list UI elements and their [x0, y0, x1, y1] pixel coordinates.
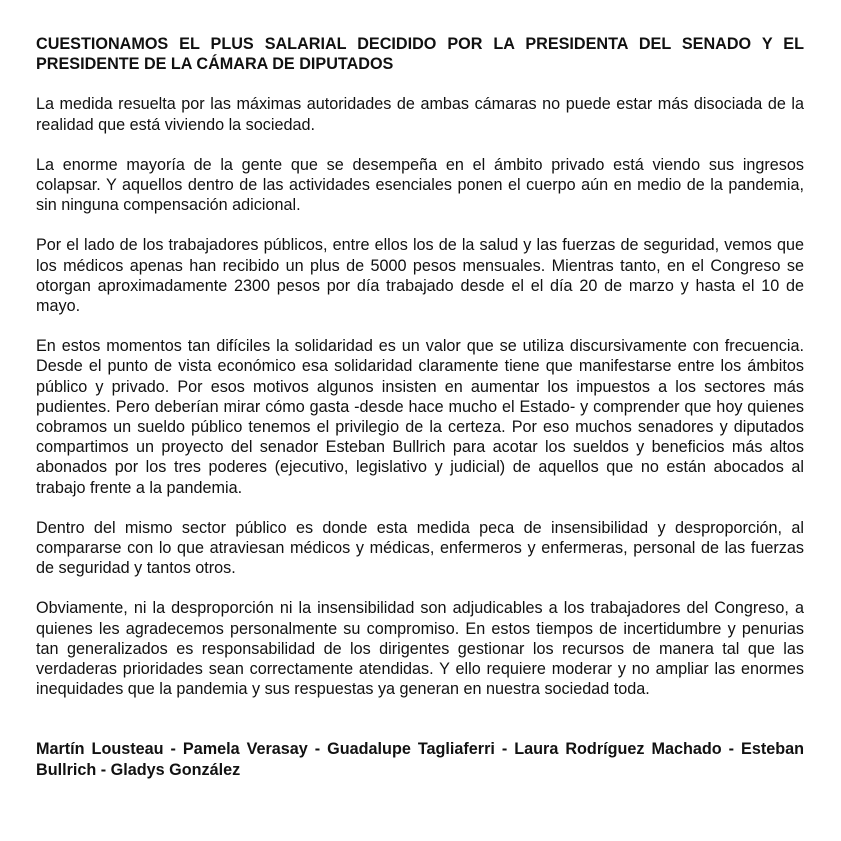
document-title: CUESTIONAMOS EL PLUS SALARIAL DECIDIDO POR LA PRESIDENTA DEL SENADO Y EL PRESIDENTE DE LA CÁMARA DE DIPUTADOS [36, 35, 804, 74]
signatures: Martín Lousteau - Pamela Verasay - Guadalupe Tagliaferri - Laura Rodríguez Machado - Esteban Bullrich - Gladys González [36, 740, 804, 779]
paragraph-6: Obviamente, ni la desproporción ni la insensibilidad son adjudicables a los trabajadores del Congreso, a quienes les agradecemos personalmente su compromiso. En estos tiempos de incertidumbre y penurias tan generalizados es responsabilidad de los dirigentes gestionar los recursos de manera tal que las verdaderas prioridades sean correctamente atendidas. Y ello requiere moderar y no ampliar las enormes inequidades que la pandemia y sus respuestas ya generan en nuestra sociedad toda. [36, 599, 804, 699]
paragraph-4: En estos momentos tan difíciles la solidaridad es un valor que se utiliza discursivamente con frecuencia. Desde el punto de vista económico esa solidaridad claramente tiene que manifestarse entre los ámbitos público y privado. Por esos motivos algunos insisten en aumentar los impuestos a los sectores más pudientes. Pero deberían mirar cómo gasta -desde hace mucho el Estado- y comprender que hoy quienes cobramos un sueldo público tenemos el privilegio de la certeza. Por eso muchos senadores y diputados compartimos un proyecto del senador Esteban Bullrich para acotar los sueldos y beneficios más altos abonados por los tres poderes (ejecutivo, legislativo y judicial) de aquellos que no están abocados al trabajo frente a la pandemia. [36, 337, 804, 497]
statement-document [36, 34, 804, 780]
paragraph-2: La enorme mayoría de la gente que se desempeña en el ámbito privado está viendo sus ingresos colapsar. Y aquellos dentro de las actividades esenciales ponen el cuerpo aún en medio de la pandemia, sin ninguna compensación adicional. [36, 155, 804, 215]
paragraph-3: Por el lado de los trabajadores públicos, entre ellos los de la salud y las fuerzas de seguridad, vemos que los médicos apenas han recibido un plus de 5000 pesos mensuales. Mientras tanto, en el Congreso se otorgan aproximadamente 2300 pesos por día trabajado desde el el día 20 de marzo y hasta el 10 de mayo. [36, 236, 804, 316]
paragraph-5: Dentro del mismo sector público es donde esta medida peca de insensibilidad y desproporción, al compararse con lo que atraviesan médicos y médicas, enfermeros y enfermeras, personal de las fuerzas de seguridad y tantos otros. [36, 518, 804, 578]
paragraph-1: La medida resuelta por las máximas autoridades de ambas cámaras no puede estar más disociada de la realidad que está viviendo la sociedad. [36, 95, 804, 134]
